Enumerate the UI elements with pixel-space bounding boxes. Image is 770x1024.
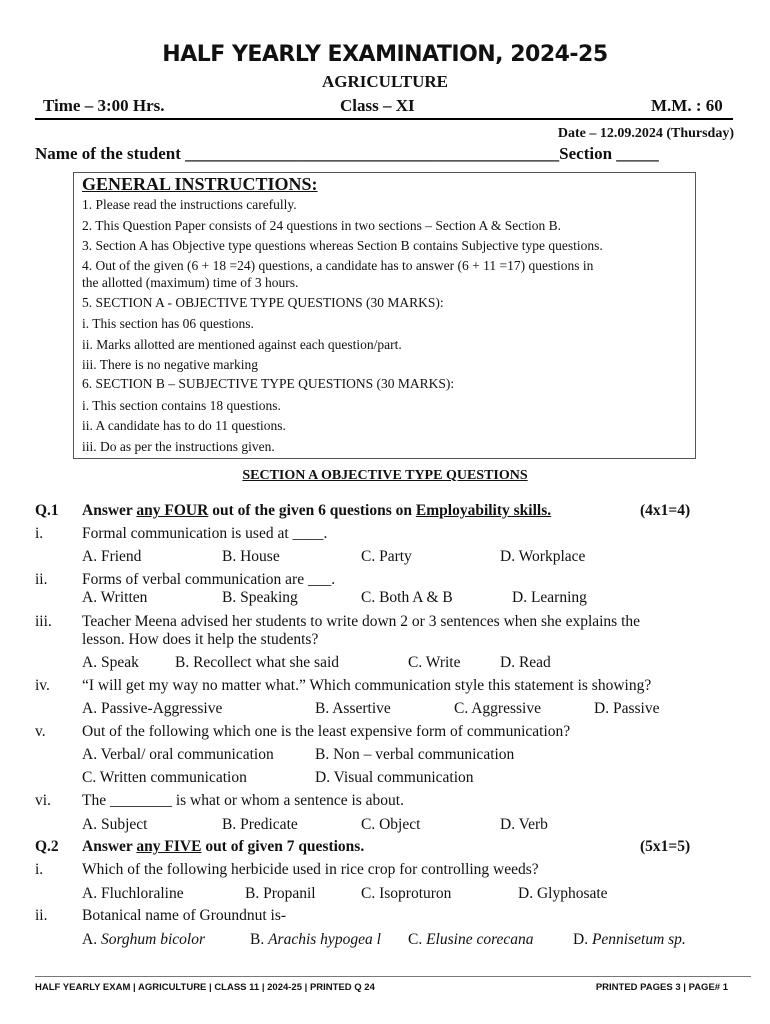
instruction-line: 6. SECTION B – SUBJECTIVE TYPE QUESTIONS (30 MARKS): xyxy=(82,376,455,391)
subquestion-number: i. xyxy=(35,525,44,542)
instructions-title: GENERAL INSTRUCTIONS: xyxy=(82,174,318,194)
option: D. Passive xyxy=(594,700,660,717)
instruction-line: iii. Do as per the instructions given. xyxy=(82,439,275,454)
question-text: Answer any FOUR out of the given 6 questions on Employability skills. xyxy=(82,502,552,519)
subject-name: AGRICULTURE xyxy=(322,72,448,91)
question-number: Q.2 xyxy=(35,838,59,855)
subquestion-stem: Out of the following which one is the least expensive form of communication? xyxy=(82,723,571,740)
option: A. Subject xyxy=(82,816,148,833)
footer-right: PRINTED PAGES 3 | PAGE# 1 xyxy=(595,982,728,993)
option: B. Predicate xyxy=(222,816,298,833)
option: C. Party xyxy=(361,548,412,565)
question-number: Q.1 xyxy=(35,502,59,519)
instruction-line: the allotted (maximum) time of 3 hours. xyxy=(82,275,299,290)
option: D. Visual communication xyxy=(315,769,474,786)
instruction-line: iii. There is no negative marking xyxy=(82,357,258,372)
subquestion-number: i. xyxy=(35,861,44,878)
option: B. Recollect what she said xyxy=(175,654,339,671)
subquestion-stem: Which of the following herbicide used in rice crop for controlling weeds? xyxy=(82,861,539,878)
footer-left: HALF YEARLY EXAM | AGRICULTURE | CLASS 11 | 2024-25 | PRINTED Q 24 xyxy=(35,982,375,993)
header-divider xyxy=(35,118,733,120)
instruction-line: 2. This Question Paper consists of 24 questions in two sections – Section A & Section B. xyxy=(82,218,561,233)
section-a-title: SECTION A OBJECTIVE TYPE QUESTIONS xyxy=(242,468,528,483)
subquestion-stem-continued: lesson. How does it help the students? xyxy=(82,631,319,648)
subquestion-stem: Formal communication is used at ____. xyxy=(82,525,328,542)
exam-date: Date – 12.09.2024 (Thursday) xyxy=(557,126,734,141)
instruction-line: 4. Out of the given (6 + 18 =24) questions, a candidate has to answer (6 + 11 =17) questions in xyxy=(82,258,594,273)
max-marks: M.M. : 60 xyxy=(651,96,723,115)
question-marks: (5x1=5) xyxy=(640,838,691,855)
option: C. Written communication xyxy=(82,769,247,786)
option: D. Glyphosate xyxy=(518,885,608,902)
instruction-line: i. This section contains 18 questions. xyxy=(82,398,281,413)
exam-title: HALF YEARLY EXAMINATION, 2024-25 xyxy=(162,42,608,67)
option: D. Workplace xyxy=(500,548,586,565)
option: B. Speaking xyxy=(222,589,298,606)
option: C. Elusine corecana xyxy=(408,931,534,948)
instruction-line: ii. A candidate has to do 11 questions. xyxy=(82,418,286,433)
option: B. Assertive xyxy=(315,700,391,717)
option: B. Propanil xyxy=(245,885,316,902)
subquestion-stem: Botanical name of Groundnut is- xyxy=(82,907,287,924)
subquestion-number: ii. xyxy=(35,907,48,924)
student-name-line: Name of the student ____________________________________________Section _____ xyxy=(35,144,659,163)
exam-time: Time – 3:00 Hrs. xyxy=(43,96,165,115)
question-text: Answer any FIVE out of given 7 questions. xyxy=(82,838,365,855)
option: D. Verb xyxy=(500,816,548,833)
option: B. House xyxy=(222,548,280,565)
instruction-line: i. This section has 06 questions. xyxy=(82,316,254,331)
option: C. Both A & B xyxy=(361,589,453,606)
instruction-line: 5. SECTION A - OBJECTIVE TYPE QUESTIONS (30 MARKS): xyxy=(82,295,444,310)
option: D. Pennisetum sp. xyxy=(573,931,686,948)
option: A. Passive-Aggressive xyxy=(82,700,223,717)
question-marks: (4x1=4) xyxy=(640,502,691,519)
option: C. Write xyxy=(408,654,461,671)
option: A. Friend xyxy=(82,548,142,565)
footer-divider xyxy=(35,976,751,977)
instruction-line: ii. Marks allotted are mentioned against each question/part. xyxy=(82,337,402,352)
subquestion-number: vi. xyxy=(35,792,51,809)
option: B. Arachis hypogea l xyxy=(250,931,381,948)
option: D. Learning xyxy=(512,589,587,606)
subquestion-number: ii. xyxy=(35,571,48,588)
option: A. Verbal/ oral communication xyxy=(82,746,274,763)
option: D. Read xyxy=(500,654,551,671)
subquestion-stem: Teacher Meena advised her students to write down 2 or 3 sentences when she explains the xyxy=(82,613,641,630)
option: C. Isoproturon xyxy=(361,885,452,902)
subquestion-number: iii. xyxy=(35,613,52,630)
option: A. Sorghum bicolor xyxy=(82,931,206,948)
subquestion-stem: Forms of verbal communication are ___. xyxy=(82,571,336,588)
option: A. Speak xyxy=(82,654,139,671)
subquestion-number: v. xyxy=(35,723,46,740)
subquestion-stem: “I will get my way no matter what.” Which communication style this statement is showing? xyxy=(82,677,652,694)
option: B. Non – verbal communication xyxy=(315,746,515,763)
instruction-line: 1. Please read the instructions carefully. xyxy=(82,197,297,212)
instruction-line: 3. Section A has Objective type questions whereas Section B contains Subjective type questions. xyxy=(82,238,603,253)
option: C. Object xyxy=(361,816,421,833)
subquestion-stem: The ________ is what or whom a sentence is about. xyxy=(82,792,404,809)
exam-class: Class – XI xyxy=(340,96,415,115)
subquestion-number: iv. xyxy=(35,677,50,694)
option: A. Written xyxy=(82,589,148,606)
option: C. Aggressive xyxy=(454,700,541,717)
option: A. Fluchloraline xyxy=(82,885,184,902)
